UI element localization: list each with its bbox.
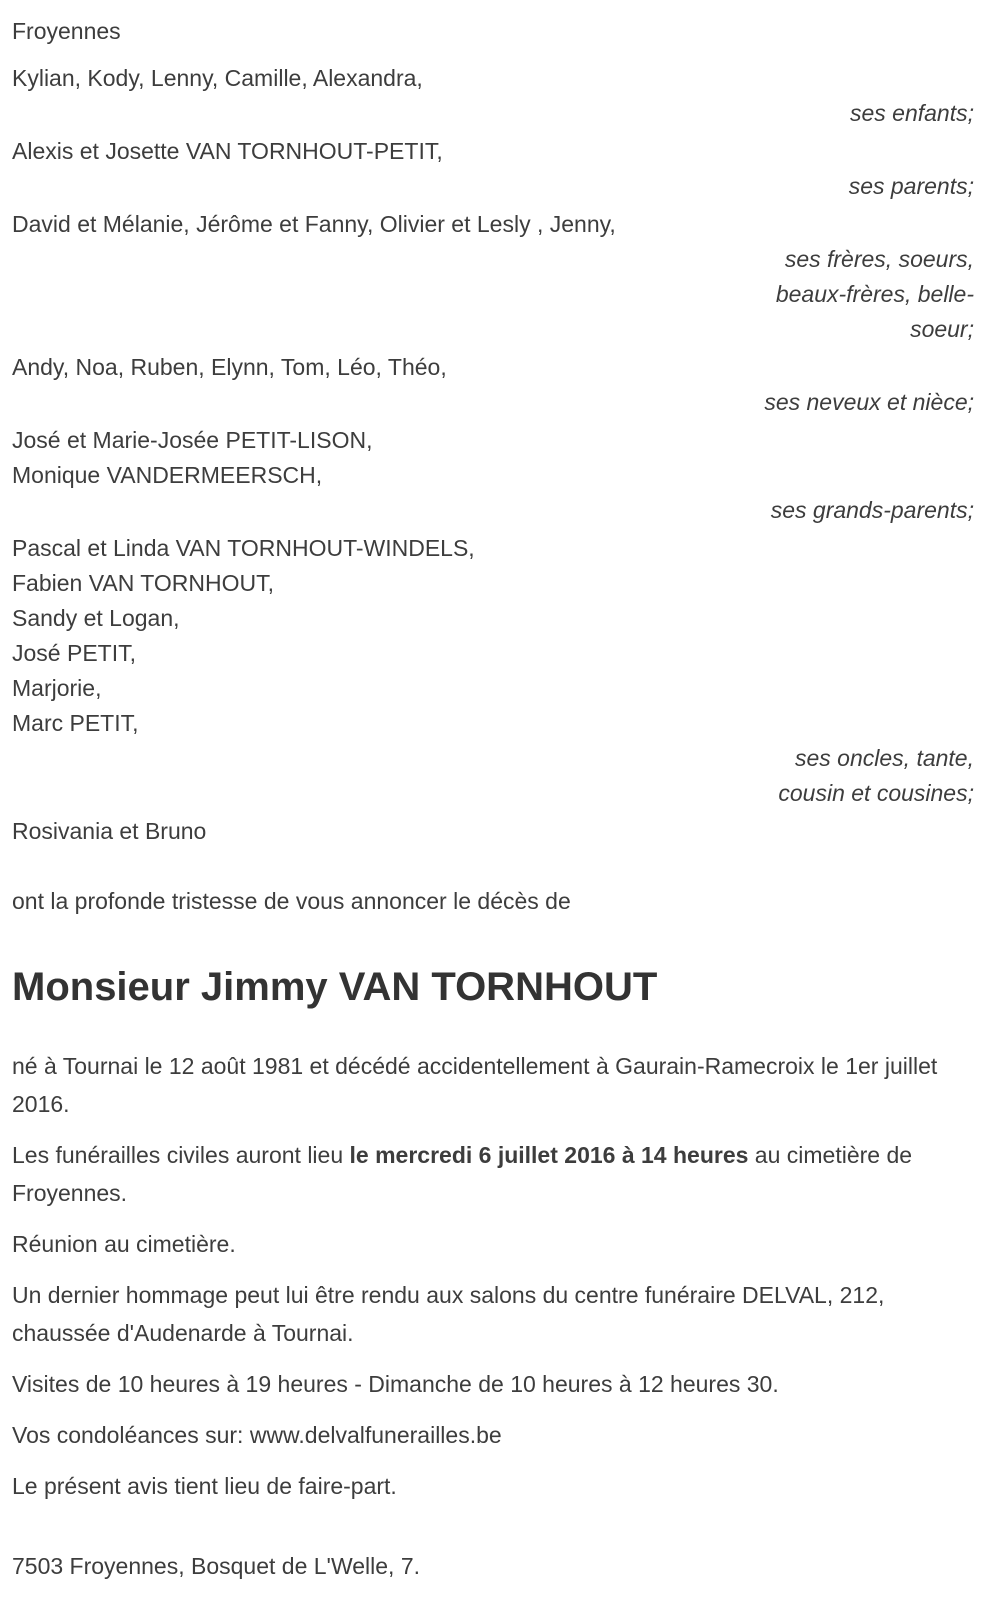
funeral-paragraph: [12, 1136, 974, 1212]
family-group-parents: [12, 134, 974, 204]
family-names-line: Marc PETIT,: [12, 710, 139, 736]
family-names-line: José PETIT,: [12, 640, 136, 666]
family-names-line: Fabien VAN TORNHOUT,: [12, 570, 275, 596]
notice-paragraph: Le présent avis tient lieu de faire-part.: [12, 1473, 397, 1499]
family-relation-line: ses frères, soeurs,: [784, 246, 974, 272]
family-group-friends: [12, 814, 974, 849]
family-names-line: Sandy et Logan,: [12, 605, 180, 631]
family-relation-line: ses oncles, tante,: [795, 745, 974, 771]
family-relation-line: ses grands-parents;: [770, 497, 974, 523]
family-names-line: Marjorie,: [12, 675, 102, 701]
family-relation-line: cousin et cousines;: [778, 780, 974, 806]
details-section: [12, 1047, 974, 1585]
family-names-line: Andy, Noa, Ruben, Elynn, Tom, Léo, Théo,: [12, 354, 447, 380]
family-group-nephews: [12, 350, 974, 420]
family-relation-line: ses enfants;: [849, 100, 974, 126]
hommage-paragraph: Un dernier hommage peut lui être rendu aux salons du centre funéraire DELVAL, 212, chaussée d'Audenarde à Tournai.: [12, 1282, 885, 1346]
announcement-line: ont la profonde tristesse de vous annoncer le décès de: [12, 888, 571, 914]
family-relation-line: beaux-frères, belle-: [775, 281, 974, 307]
condolences-label: Vos condoléances sur:: [12, 1422, 250, 1448]
reunion-paragraph: Réunion au cimetière.: [12, 1231, 236, 1257]
birth-death-paragraph: né à Tournai le 12 août 1981 et décédé accidentellement à Gaurain-Ramecroix le 1er juillet 2016.: [12, 1053, 938, 1117]
funeral-text-prefix: Les funérailles civiles auront lieu: [12, 1142, 350, 1168]
address-footer: 7503 Froyennes, Bosquet de L'Welle, 7.: [12, 1553, 421, 1579]
family-relation-line: ses parents;: [848, 173, 974, 199]
deceased-name: Monsieur Jimmy VAN TORNHOUT: [12, 965, 658, 1009]
family-names-line: David et Mélanie, Jérôme et Fanny, Olivier et Lesly , Jenny,: [12, 211, 616, 237]
family-names-line: Monique VANDERMEERSCH,: [12, 462, 323, 488]
family-names-line: Kylian, Kody, Lenny, Camille, Alexandra,: [12, 65, 423, 91]
family-group-children: [12, 61, 974, 131]
family-group-grandparents: [12, 423, 974, 528]
family-names-line: Rosivania et Bruno: [12, 818, 207, 844]
condolences-website-url: www.delvalfunerailles.be: [249, 1422, 502, 1448]
family-names-line: Pascal et Linda VAN TORNHOUT-WINDELS,: [12, 535, 475, 561]
family-relation-line: ses neveux et nièce;: [764, 389, 974, 415]
family-names-line: José et Marie-Josée PETIT-LISON,: [12, 427, 373, 453]
family-relation-line: soeur;: [910, 316, 974, 342]
visites-paragraph: Visites de 10 heures à 19 heures - Dimanche de 10 heures à 12 heures 30.: [12, 1371, 779, 1397]
family-group-uncles: [12, 531, 974, 811]
place-line: Froyennes: [12, 18, 121, 44]
funeral-datetime: le mercredi 6 juillet 2016 à 14 heures: [349, 1142, 749, 1168]
condolences-paragraph: [12, 1416, 974, 1454]
family-group-siblings: [12, 207, 974, 347]
family-names-line: Alexis et Josette VAN TORNHOUT-PETIT,: [12, 138, 443, 164]
funeral-text-suffix: au cimetière de Froyennes.: [12, 1142, 913, 1206]
